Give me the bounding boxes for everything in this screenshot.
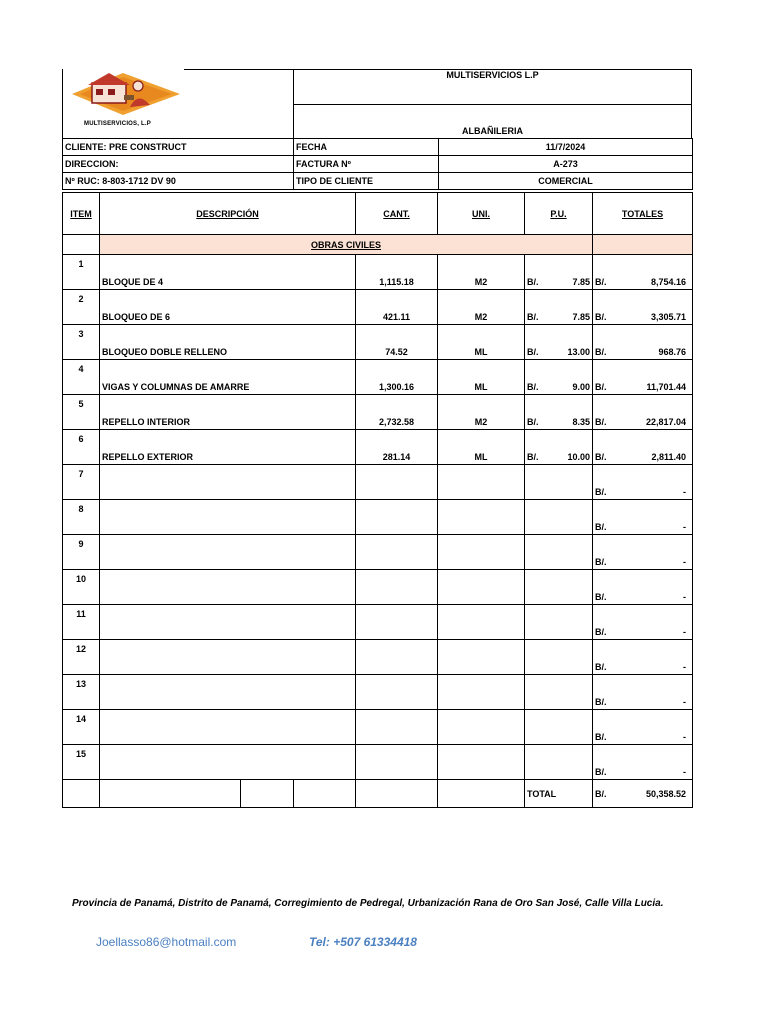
item-unit-price bbox=[525, 325, 593, 360]
currency-symbol: B/. bbox=[595, 627, 607, 637]
item-unit: ML bbox=[438, 325, 525, 360]
item-quantity: 1,115.18 bbox=[356, 255, 438, 290]
item-number: 3 bbox=[63, 325, 100, 360]
item-unit-price bbox=[525, 640, 593, 675]
item-description: BLOQUEO DOBLE RELLENO bbox=[100, 325, 356, 360]
item-unit-price bbox=[525, 465, 593, 500]
col-header-unit-price: P.U. bbox=[525, 193, 593, 235]
item-total bbox=[593, 745, 693, 780]
item-quantity bbox=[356, 500, 438, 535]
total-value: - bbox=[683, 627, 687, 637]
item-total bbox=[593, 710, 693, 745]
item-unit bbox=[438, 465, 525, 500]
total-value: - bbox=[683, 557, 687, 567]
item-unit-price bbox=[525, 255, 593, 290]
item-unit bbox=[438, 605, 525, 640]
item-number: 6 bbox=[63, 430, 100, 465]
item-total bbox=[593, 255, 693, 290]
item-quantity: 2,732.58 bbox=[356, 395, 438, 430]
item-total bbox=[593, 325, 693, 360]
item-quantity bbox=[356, 535, 438, 570]
item-description bbox=[100, 675, 356, 710]
company-address: Provincia de Panamá, Distrito de Panamá, Corregimiento de Pedregal, Urbanización Rana de Oro San José, Calle Villa Lucia. bbox=[72, 898, 664, 909]
item-number: 1 bbox=[63, 255, 100, 290]
currency-symbol: B/. bbox=[595, 767, 607, 777]
item-unit-price bbox=[525, 745, 593, 780]
item-description bbox=[100, 710, 356, 745]
unit-price-value: 8.35 bbox=[572, 417, 591, 427]
col-header-quantity: CANT. bbox=[356, 193, 438, 235]
info-row bbox=[63, 139, 693, 156]
table-row bbox=[63, 465, 693, 500]
item-description: VIGAS Y COLUMNAS DE AMARRE bbox=[100, 360, 356, 395]
item-number: 15 bbox=[63, 745, 100, 780]
item-unit: ML bbox=[438, 360, 525, 395]
items-table bbox=[62, 192, 693, 808]
total-value: 3,305.71 bbox=[650, 312, 687, 322]
item-description bbox=[100, 570, 356, 605]
table-row bbox=[63, 430, 693, 465]
item-quantity bbox=[356, 465, 438, 500]
item-number: 2 bbox=[63, 290, 100, 325]
table-row bbox=[63, 500, 693, 535]
item-number: 7 bbox=[63, 465, 100, 500]
currency-symbol: B/. bbox=[527, 382, 539, 392]
currency-symbol: B/. bbox=[595, 557, 607, 567]
item-unit: M2 bbox=[438, 290, 525, 325]
client-type-label: TIPO DE CLIENTE bbox=[294, 173, 439, 190]
item-quantity: 74.52 bbox=[356, 325, 438, 360]
client-field: CLIENTE: PRE CONSTRUCT bbox=[63, 139, 294, 156]
currency-symbol: B/. bbox=[595, 277, 607, 287]
item-number: 12 bbox=[63, 640, 100, 675]
item-description: BLOQUEO DE 6 bbox=[100, 290, 356, 325]
col-header-item: ITEM bbox=[63, 193, 100, 235]
item-quantity: 421.11 bbox=[356, 290, 438, 325]
item-number: 13 bbox=[63, 675, 100, 710]
item-number: 11 bbox=[63, 605, 100, 640]
item-unit bbox=[438, 500, 525, 535]
total-value: - bbox=[683, 592, 687, 602]
total-value: - bbox=[683, 662, 687, 672]
unit-price-value: 13.00 bbox=[567, 347, 591, 357]
item-unit-price bbox=[525, 570, 593, 605]
item-quantity bbox=[356, 745, 438, 780]
total-value: - bbox=[683, 487, 687, 497]
item-unit-price bbox=[525, 430, 593, 465]
item-unit bbox=[438, 745, 525, 780]
item-description: BLOQUE DE 4 bbox=[100, 255, 356, 290]
item-quantity bbox=[356, 675, 438, 710]
date-value: 11/7/2024 bbox=[439, 139, 693, 156]
company-logo bbox=[62, 69, 184, 138]
item-total bbox=[593, 290, 693, 325]
item-unit bbox=[438, 640, 525, 675]
table-row bbox=[63, 710, 693, 745]
item-unit: M2 bbox=[438, 395, 525, 430]
unit-price-value: 7.85 bbox=[572, 277, 591, 287]
table-row bbox=[63, 605, 693, 640]
section-row bbox=[63, 235, 693, 255]
currency-symbol: B/. bbox=[527, 277, 539, 287]
item-description: REPELLO INTERIOR bbox=[100, 395, 356, 430]
client-type-value: COMERCIAL bbox=[439, 173, 693, 190]
item-total bbox=[593, 675, 693, 710]
item-unit-price bbox=[525, 675, 593, 710]
table-row bbox=[63, 290, 693, 325]
item-total bbox=[593, 500, 693, 535]
table-row bbox=[63, 675, 693, 710]
item-unit-price bbox=[525, 290, 593, 325]
total-value: 968.76 bbox=[658, 347, 687, 357]
table-row bbox=[63, 745, 693, 780]
total-value: 8,754.16 bbox=[650, 277, 687, 287]
table-row bbox=[63, 395, 693, 430]
table-row bbox=[63, 570, 693, 605]
item-unit-price bbox=[525, 500, 593, 535]
item-description bbox=[100, 500, 356, 535]
item-quantity bbox=[356, 605, 438, 640]
total-value: - bbox=[683, 697, 687, 707]
item-total bbox=[593, 535, 693, 570]
service-type: ALBAÑILERIA bbox=[462, 126, 523, 136]
table-header-row bbox=[63, 193, 693, 235]
item-total bbox=[593, 605, 693, 640]
unit-price-value: 9.00 bbox=[572, 382, 591, 392]
item-unit: M2 bbox=[438, 255, 525, 290]
item-unit bbox=[438, 710, 525, 745]
total-value: 22,817.04 bbox=[645, 417, 687, 427]
item-description bbox=[100, 535, 356, 570]
date-label: FECHA bbox=[294, 139, 439, 156]
item-quantity bbox=[356, 570, 438, 605]
col-header-description: DESCRIPCIÓN bbox=[100, 193, 356, 235]
invoice-label: FACTURA Nº bbox=[294, 156, 439, 173]
currency-symbol: B/. bbox=[527, 347, 539, 357]
contact-phone: Tel: +507 61334418 bbox=[309, 935, 417, 949]
currency-symbol: B/. bbox=[595, 662, 607, 672]
currency-symbol: B/. bbox=[595, 417, 607, 427]
col-header-totals: TOTALES bbox=[593, 193, 693, 235]
item-quantity: 281.14 bbox=[356, 430, 438, 465]
currency-symbol: B/. bbox=[595, 522, 607, 532]
currency-symbol: B/. bbox=[595, 347, 607, 357]
total-value: - bbox=[683, 767, 687, 777]
item-number: 9 bbox=[63, 535, 100, 570]
client-info-table bbox=[62, 138, 693, 190]
item-unit bbox=[438, 570, 525, 605]
item-unit-price bbox=[525, 535, 593, 570]
unit-price-value: 10.00 bbox=[567, 452, 591, 462]
item-description bbox=[100, 640, 356, 675]
col-header-unit: UNI. bbox=[438, 193, 525, 235]
item-unit: ML bbox=[438, 430, 525, 465]
currency-symbol: B/. bbox=[595, 697, 607, 707]
item-total bbox=[593, 570, 693, 605]
currency-symbol: B/. bbox=[527, 417, 539, 427]
currency-symbol: B/. bbox=[595, 788, 607, 799]
invoice-header bbox=[62, 69, 692, 138]
currency-symbol: B/. bbox=[595, 452, 607, 462]
company-name: MULTISERVICIOS L.P bbox=[446, 70, 539, 80]
item-number: 10 bbox=[63, 570, 100, 605]
total-value: 11,701.44 bbox=[646, 382, 687, 392]
table-row bbox=[63, 255, 693, 290]
total-value: - bbox=[683, 522, 687, 532]
item-total bbox=[593, 395, 693, 430]
item-description bbox=[100, 605, 356, 640]
unit-price-value: 7.85 bbox=[572, 312, 591, 322]
item-unit-price bbox=[525, 395, 593, 430]
info-row bbox=[63, 173, 693, 190]
info-row bbox=[63, 156, 693, 173]
grand-total bbox=[593, 780, 693, 808]
contact-email[interactable]: Joellasso86@hotmail.com bbox=[96, 935, 237, 949]
item-total bbox=[593, 465, 693, 500]
logo-caption: MULTISERVICIOS, L.P bbox=[84, 121, 151, 127]
item-number: 5 bbox=[63, 395, 100, 430]
item-description bbox=[100, 745, 356, 780]
total-label: TOTAL bbox=[525, 780, 593, 808]
house-worker-logo-icon bbox=[62, 69, 184, 124]
item-description bbox=[100, 465, 356, 500]
table-row bbox=[63, 535, 693, 570]
section-title: OBRAS CIVILES bbox=[100, 235, 593, 255]
item-unit-price bbox=[525, 710, 593, 745]
invoice-value: A-273 bbox=[439, 156, 693, 173]
currency-symbol: B/. bbox=[595, 382, 607, 392]
item-description: REPELLO EXTERIOR bbox=[100, 430, 356, 465]
item-unit bbox=[438, 675, 525, 710]
item-quantity: 1,300.16 bbox=[356, 360, 438, 395]
item-total bbox=[593, 430, 693, 465]
item-number: 4 bbox=[63, 360, 100, 395]
currency-symbol: B/. bbox=[595, 732, 607, 742]
currency-symbol: B/. bbox=[527, 312, 539, 322]
currency-symbol: B/. bbox=[595, 592, 607, 602]
total-value: - bbox=[683, 732, 687, 742]
table-row bbox=[63, 360, 693, 395]
item-unit bbox=[438, 535, 525, 570]
currency-symbol: B/. bbox=[595, 312, 607, 322]
item-total bbox=[593, 640, 693, 675]
currency-symbol: B/. bbox=[527, 452, 539, 462]
total-row bbox=[63, 780, 693, 808]
item-number: 14 bbox=[63, 710, 100, 745]
item-number: 8 bbox=[63, 500, 100, 535]
item-unit-price bbox=[525, 605, 593, 640]
table-row bbox=[63, 640, 693, 675]
total-value: 2,811.40 bbox=[651, 452, 687, 462]
item-quantity bbox=[356, 640, 438, 675]
currency-symbol: B/. bbox=[595, 487, 607, 497]
item-total bbox=[593, 360, 693, 395]
address-field: DIRECCION: bbox=[63, 156, 294, 173]
ruc-field: Nº RUC: 8-803-1712 DV 90 bbox=[63, 173, 294, 190]
item-unit-price bbox=[525, 360, 593, 395]
table-row bbox=[63, 325, 693, 360]
grand-total-value: 50,358.52 bbox=[645, 788, 687, 799]
item-quantity bbox=[356, 710, 438, 745]
